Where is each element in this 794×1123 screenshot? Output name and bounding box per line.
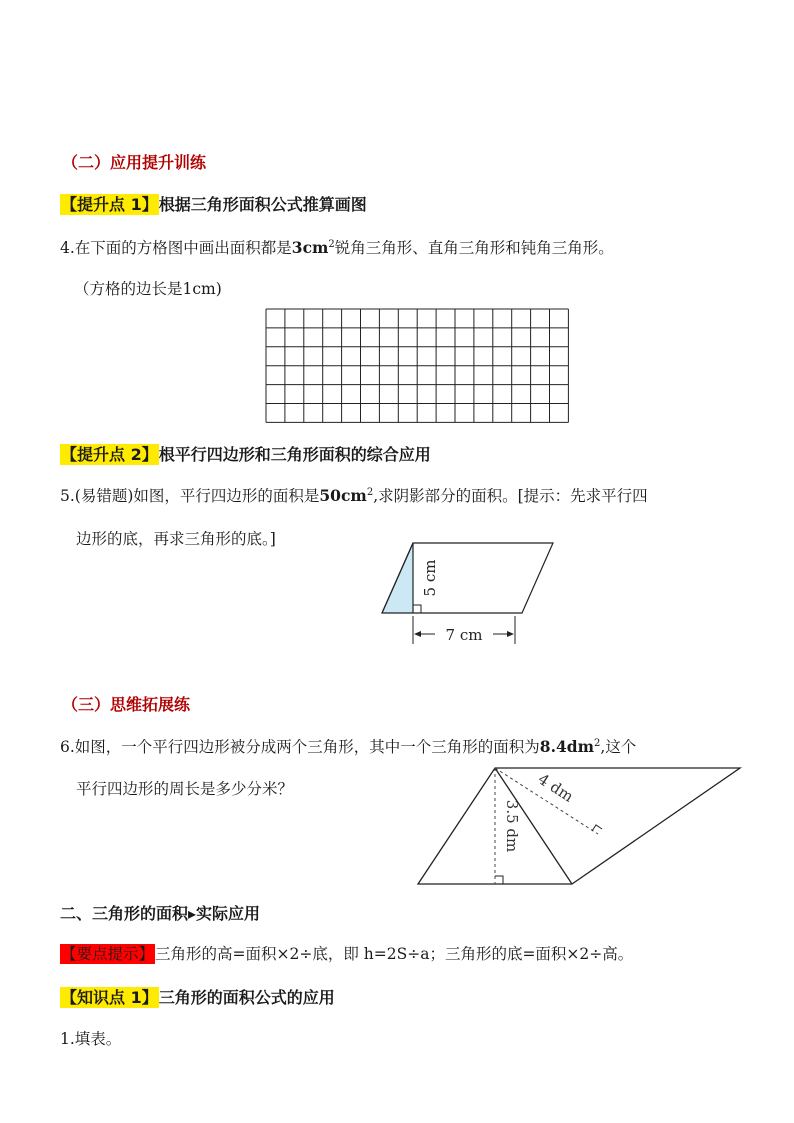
- q6-sup: 2: [594, 737, 601, 749]
- knowledge-1-text: 三角形的面积公式的应用: [158, 988, 335, 1007]
- q6-line1: [60, 735, 636, 757]
- label-4dm: 4 dm: [534, 769, 577, 806]
- section-title-2: （二）应用提升训练: [62, 153, 207, 172]
- label-3-5dm: 3.5 dm: [503, 799, 521, 853]
- q6-text-pre: 6.如图，一个平行四边形被分成两个三角形，其中一个三角形的面积为: [60, 738, 540, 756]
- point-2-tag: 【提升点 2】: [61, 445, 158, 464]
- point-1-tag: 【提升点 1】: [61, 195, 158, 214]
- q4-text-post: 锐角三角形、直角三角形和钝角三角形。: [334, 239, 614, 257]
- q5-text-post: ,求阴影部分的面积。[提示：先求平行四: [373, 487, 648, 505]
- point-2-heading: [60, 442, 431, 465]
- q6-area: 8.4dm: [539, 737, 595, 756]
- parallelogram-figure: [375, 538, 565, 650]
- q4-text-pre: 4.在下面的方格图中画出面积都是: [60, 239, 292, 257]
- right-angle-mark-side: [592, 825, 602, 831]
- q4-line2: （方格的边长是1cm): [74, 280, 222, 298]
- part-2-title: 二、三角形的面积▸实际应用: [60, 904, 261, 923]
- tip-line: [60, 942, 633, 964]
- q6-line2: 平行四边形的周长是多少分米？: [76, 780, 294, 798]
- arrowhead-right: [507, 631, 514, 637]
- section-title-3: （三）思维拓展练: [62, 695, 191, 714]
- point-1-heading: [60, 192, 367, 215]
- point-1-text: 根据三角形面积公式推算画图: [158, 195, 367, 214]
- parallelogram-outline: [418, 768, 740, 884]
- q4-area: 3cm: [291, 238, 329, 257]
- triangle-parallelogram-figure: [410, 762, 745, 887]
- tip-text: 三角形的高=面积×2÷底，即 h=2S÷a；三角形的底=面积×2÷高。: [155, 945, 634, 963]
- q5-line1: [60, 484, 648, 506]
- q5-line2: 边形的底，再求三角形的底。]: [76, 530, 276, 548]
- q4-sup: 2: [328, 238, 335, 250]
- knowledge-1-tag: 【知识点 1】: [61, 988, 158, 1007]
- q6-text-post: ,这个: [600, 738, 637, 756]
- right-angle-mark: [413, 605, 421, 613]
- grid-figure: [265, 308, 570, 424]
- label-width: 7 cm: [445, 626, 483, 644]
- point-2-text: 根平行四边形和三角形面积的综合应用: [158, 445, 431, 464]
- knowledge-1-heading: [60, 985, 335, 1008]
- right-angle-mark-bottom: [495, 876, 503, 884]
- tip-tag: 【要点提示】: [61, 945, 155, 963]
- label-height: 5 cm: [421, 559, 439, 597]
- q5-area: 50cm: [319, 486, 367, 505]
- q5-sup: 2: [366, 486, 374, 498]
- q1-line: 1.填表。: [60, 1030, 122, 1048]
- q4-line1: [60, 236, 614, 258]
- q5-text-pre: 5.(易错题)如图，平行四边形的面积是: [60, 487, 320, 505]
- arrowhead-left: [414, 631, 421, 637]
